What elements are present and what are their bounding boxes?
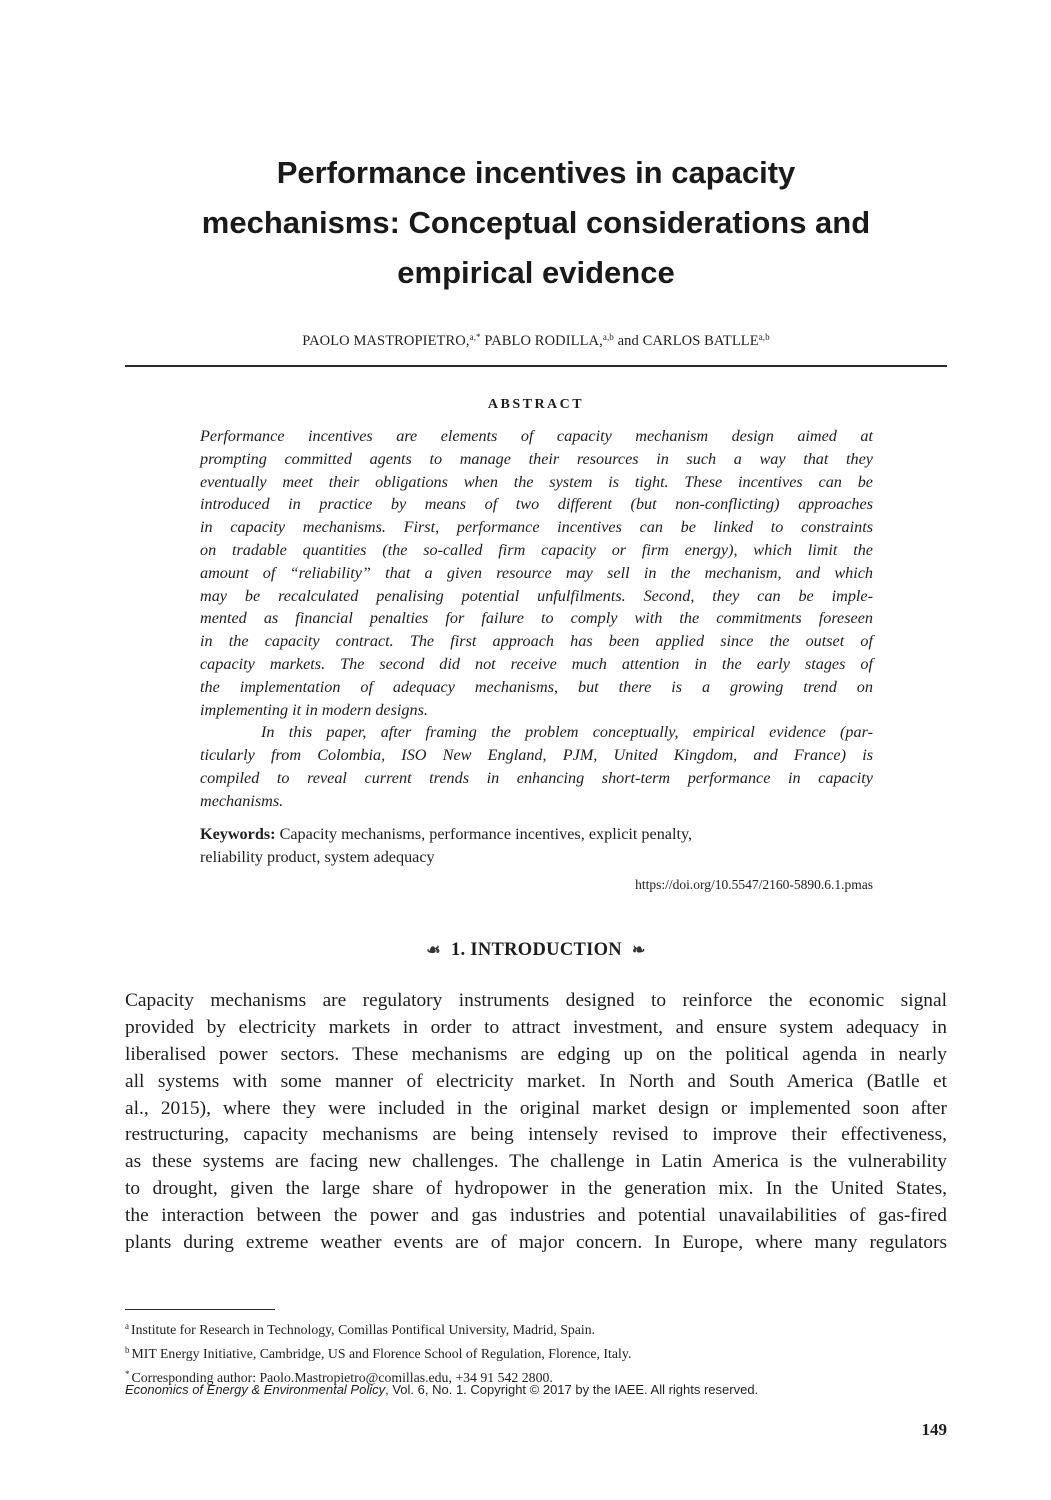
footnote-text: MIT Energy Initiative, Cambridge, US and Florence School of Regulation, Florence, Italy. [131,1346,632,1361]
author-2: PABLO RODILLA, [480,333,603,349]
title-line-2: mechanisms: Conceptual considerations and [201,205,871,240]
section-heading-introduction [125,940,947,961]
footnote-mark: * [125,1369,130,1379]
author-1: PAOLO MASTROPIETRO, [302,333,470,349]
author-3: CARLOS BATLLE [642,333,759,349]
body-line: to drought, given the large share of hydropower in the generation mix. In the United States, [125,1178,947,1200]
body-line: plants during extreme weather events are of major concern. In Europe, where many regulators [125,1232,947,1254]
abstract-line: mented as financial penalties for failure to comply with the commitments foreseen [200,609,873,628]
body-line: restructuring, capacity mechanisms are being intensely revised to improve their effectiveness, [125,1124,947,1146]
keywords-text-1: Capacity mechanisms, performance incentives, explicit penalty, [275,825,693,843]
footnote-text: Corresponding author: Paolo.Mastropietro@comillas.edu, +34 91 542 2800. [131,1370,553,1385]
body-line: liberalised power sectors. These mechanisms are edging up on the political agenda in nearly [125,1043,947,1065]
journal-name: Economics of Energy & Environmental Policy [125,1382,386,1397]
keywords-text-2: reliability product, system adequacy [200,847,435,866]
doi-link[interactable]: https://doi.org/10.5547/2160-5890.6.1.pmas [635,877,873,892]
abstract-line: eventually meet their obligations when the system is tight. These incentives can be [200,472,873,491]
body-line: as these systems are facing new challenges. The challenge in Latin America is the vulnerability [125,1151,947,1173]
paper-title [125,148,947,298]
title-line-1: Performance incentives in capacity [276,155,796,190]
footnote-text: Institute for Research in Technology, Comillas Pontifical University, Madrid, Spain. [131,1322,596,1337]
footnote-b [125,1340,947,1364]
body-line: Capacity mechanisms are regulatory instruments designed to reinforce the economic signal [125,990,947,1011]
body-line: the interaction between the power and gas industries and potential unavailabilities of gas-fired [125,1205,947,1227]
author-3-affiliation: a,b [758,332,770,342]
author-2-affiliation: a,b [602,332,614,342]
abstract-heading: ABSTRACT [487,397,585,412]
abstract-line: in the capacity contract. The first approach has been applied since the outset of [200,632,873,651]
journal-details: , Vol. 6, No. 1. Copyright © 2017 by the IAEE. All rights reserved. [385,1382,759,1397]
title-line-3: empirical evidence [397,255,675,290]
keywords-label: Keywords: [200,825,276,843]
abstract-line: mechanisms. [200,791,284,810]
ornament-left-icon: ☙ [426,942,441,959]
abstract-line: Performance incentives are elements of capacity mechanism design aimed at [200,427,873,445]
abstract-line: In this paper, after framing the problem conceptually, empirical evidence (par- [261,723,873,742]
header-divider [125,365,947,367]
body-line: all systems with some manner of electricity market. In North and South America (Batlle et [125,1070,947,1092]
abstract-line: compiled to reveal current trends in enhancing short-term performance in capacity [200,768,873,787]
page-number: 149 [921,1420,947,1439]
author-conjunction: and [613,333,643,349]
section-heading-text: 1. INTRODUCTION [450,940,622,960]
author-1-affiliation: a,* [469,332,481,342]
abstract-line: prompting committed agents to manage their resources in such a way that they [200,449,873,468]
abstract-line: on tradable quantities (the so-called firm capacity or firm energy), which limit the [200,540,873,559]
abstract-line: implementing it in modern designs. [200,700,428,719]
abstract-line: amount of “reliability” that a given resource may sell in the mechanism, and which [200,563,873,582]
abstract-body [200,425,873,813]
abstract-line: in capacity mechanisms. First, performance incentives can be linked to constraints [200,518,873,537]
ornament-right-icon: ❧ [631,942,646,959]
footnote-mark: a [125,1321,129,1331]
footnote-mark: b [125,1345,130,1355]
abstract-line: may be recalculated penalising potential unfulfilments. Second, they can be imple- [200,586,873,605]
footnote-divider [125,1309,275,1310]
abstract-line: ticularly from Colombia, ISO New England, PJM, United Kingdom, and France) is [200,746,873,765]
introduction-body [125,988,947,1257]
body-line: al., 2015), where they were included in the original market design or implemented soon after [125,1097,947,1119]
abstract-line: the implementation of adequacy mechanisms, but there is a growing trend on [200,677,873,696]
abstract-line: capacity markets. The second did not receive much attention in the early stages of [200,654,873,673]
author-list [125,332,947,350]
journal-citation [125,1382,947,1397]
keywords-line-1 [200,823,873,846]
abstract-line: introduced in practice by means of two different (but non-conflicting) approaches [200,495,873,514]
body-line: provided by electricity markets in order to attract investment, and ensure system adequacy in [125,1016,947,1038]
keywords [200,823,873,868]
footnotes [125,1316,947,1388]
footnote-a [125,1316,947,1340]
